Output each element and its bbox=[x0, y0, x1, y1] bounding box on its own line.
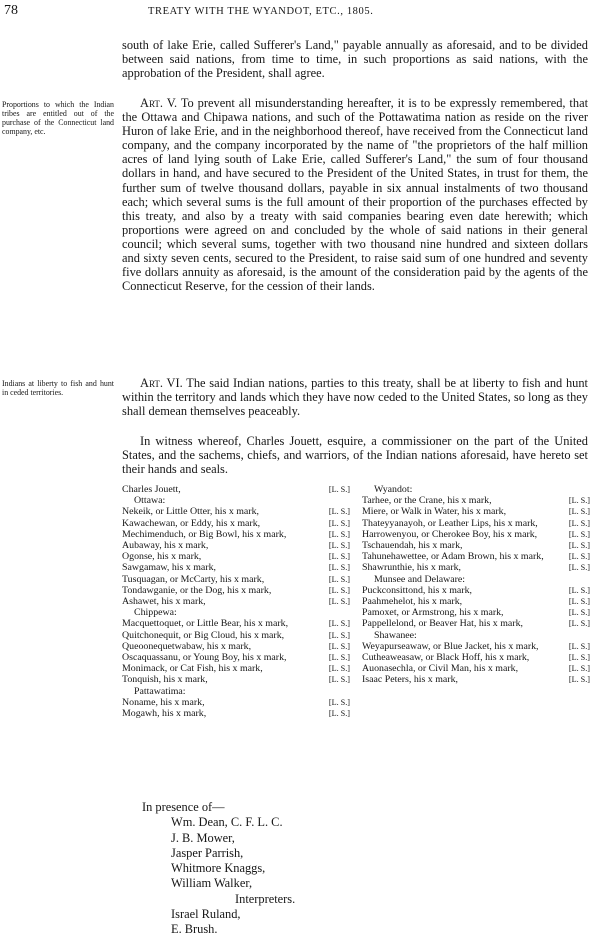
witness-name: Jasper Parrish, bbox=[171, 845, 244, 860]
witness-name: Israel Ruland, bbox=[171, 907, 241, 922]
seal-mark: [L. S.] bbox=[328, 630, 350, 640]
witness-name: E. Brush. bbox=[171, 922, 218, 937]
article-6 bbox=[122, 376, 588, 418]
witness-name: J. B. Mower, bbox=[171, 830, 235, 845]
signatory-name: Tahunehawettee, or Adam Brown, his x mark, bbox=[362, 551, 544, 563]
article-5-label: Art. V. bbox=[140, 96, 178, 110]
nation-heading: Pattawatima: bbox=[134, 685, 186, 697]
signatory-name: Mechimenduch, or Big Bowl, his x mark, bbox=[122, 528, 287, 540]
signature-entry bbox=[122, 674, 350, 685]
signatory-name: Ogonse, his x mark, bbox=[122, 551, 202, 563]
seal-mark: [L. S.] bbox=[328, 697, 350, 707]
signatory-name: Tarhee, or the Crane, his x mark, bbox=[362, 495, 492, 507]
signatures-left-column bbox=[122, 484, 350, 719]
signatory-name: Miere, or Walk in Water, his x mark, bbox=[362, 506, 507, 518]
signatory-name: Pamoxet, or Armstrong, his x mark, bbox=[362, 607, 504, 619]
signature-entry bbox=[362, 518, 590, 529]
nation-heading: Munsee and Delaware: bbox=[374, 573, 466, 585]
signatures-right-column bbox=[362, 484, 590, 686]
seal-mark: [L. S.] bbox=[328, 552, 350, 562]
seal-mark: [L. S.] bbox=[328, 641, 350, 651]
seal-mark: [L. S.] bbox=[328, 529, 350, 539]
witness-name: Whitmore Knaggs, bbox=[171, 861, 266, 876]
signatory-name: Puckconsittond, his x mark, bbox=[362, 584, 472, 596]
signature-entry bbox=[122, 518, 350, 529]
seal-mark: [L. S.] bbox=[568, 597, 590, 607]
signatory-name: Auonasechla, or Civil Man, his x mark, bbox=[362, 663, 519, 675]
signature-entry bbox=[362, 540, 590, 551]
signature-entry bbox=[122, 506, 350, 517]
signatory-name: Shawrunthie, his x mark, bbox=[362, 562, 462, 574]
seal-mark: [L. S.] bbox=[568, 664, 590, 674]
signature-entry bbox=[122, 663, 350, 674]
signature-entry bbox=[122, 697, 350, 708]
signatory-name: Queoonequetwabaw, his x mark, bbox=[122, 640, 252, 652]
seal-mark: [L. S.] bbox=[328, 518, 350, 528]
signature-entry bbox=[122, 618, 350, 629]
signatory-name: Tondawganie, or the Dog, his x mark, bbox=[122, 584, 272, 596]
signature-entry bbox=[122, 551, 350, 562]
article-5 bbox=[122, 96, 588, 293]
margin-note-fishing-rights: Indians at liberty to fish and hunt in ceded territories. bbox=[2, 379, 114, 397]
signature-entry bbox=[122, 484, 350, 495]
seal-mark: [L. S.] bbox=[328, 664, 350, 674]
signatory-name: Ashawet, his x mark, bbox=[122, 596, 206, 608]
signature-entry bbox=[122, 574, 350, 585]
seal-mark: [L. S.] bbox=[568, 563, 590, 573]
seal-mark: [L. S.] bbox=[568, 541, 590, 551]
seal-mark: [L. S.] bbox=[328, 507, 350, 517]
signatory-name: Nekeik, or Little Otter, his x mark, bbox=[122, 506, 259, 518]
nation-heading: Ottawa: bbox=[134, 495, 166, 507]
signature-entry bbox=[122, 540, 350, 551]
witness-name: William Walker, bbox=[171, 876, 253, 891]
nation-heading: Wyandot: bbox=[374, 484, 413, 495]
signature-entry bbox=[122, 585, 350, 596]
signature-entry bbox=[122, 562, 350, 573]
signatory-name: Tonquish, his x mark, bbox=[122, 674, 208, 686]
article-6-label: Art. VI. bbox=[140, 376, 183, 390]
signature-entry bbox=[362, 618, 590, 629]
seal-mark: [L. S.] bbox=[328, 485, 350, 494]
interpreters-label: Interpreters. bbox=[235, 891, 296, 906]
signatory-name: Charles Jouett, bbox=[122, 484, 181, 495]
seal-mark: [L. S.] bbox=[568, 529, 590, 539]
seal-mark: [L. S.] bbox=[568, 641, 590, 651]
signature-entry bbox=[122, 596, 350, 607]
signatory-name: Paahmehelot, his x mark, bbox=[362, 596, 463, 608]
seal-mark: [L. S.] bbox=[328, 563, 350, 573]
signature-entry bbox=[122, 708, 350, 719]
signature-entry bbox=[122, 641, 350, 652]
signatory-name: Mogawh, his x mark, bbox=[122, 708, 207, 720]
seal-mark: [L. S.] bbox=[328, 709, 350, 719]
signature-entry bbox=[362, 674, 590, 685]
signature-entry bbox=[122, 630, 350, 641]
signature-entry bbox=[362, 585, 590, 596]
signature-entry bbox=[362, 607, 590, 618]
signature-entry bbox=[122, 652, 350, 663]
signature-entry bbox=[362, 551, 590, 562]
signatory-name: Macquettoquet, or Little Bear, his x mark, bbox=[122, 618, 289, 630]
running-title: TREATY WITH THE WYANDOT, ETC., 1805. bbox=[148, 6, 374, 17]
signatory-name: Noname, his x mark, bbox=[122, 696, 205, 708]
signatory-name: Harrowenyou, or Cherokee Boy, his x mark, bbox=[362, 528, 538, 540]
article-6-text: The said Indian nations, parties to this treaty, shall be at liberty to fish and hunt within the territory and lands which they have now ceded to the United States, so long as they shall demean themselves peaceably. bbox=[122, 376, 589, 419]
seal-mark: [L. S.] bbox=[328, 597, 350, 607]
seal-mark: [L. S.] bbox=[328, 653, 350, 663]
signature-entry bbox=[362, 506, 590, 517]
signatory-name: Pappellelond, or Beaver Hat, his x mark, bbox=[362, 618, 523, 630]
seal-mark: [L. S.] bbox=[328, 619, 350, 629]
seal-mark: [L. S.] bbox=[568, 507, 590, 517]
seal-mark: [L. S.] bbox=[568, 619, 590, 629]
seal-mark: [L. S.] bbox=[568, 585, 590, 595]
seal-mark: [L. S.] bbox=[568, 552, 590, 562]
signature-entry bbox=[122, 529, 350, 540]
signature-entry bbox=[362, 663, 590, 674]
presence-block bbox=[142, 800, 295, 938]
signatory-name: Oscaquassanu, or Young Boy, his x mark, bbox=[122, 652, 287, 664]
seal-mark: [L. S.] bbox=[328, 541, 350, 551]
signature-entry bbox=[362, 562, 590, 573]
seal-mark: [L. S.] bbox=[328, 585, 350, 595]
signatory-name: Isaac Peters, his x mark, bbox=[362, 674, 458, 686]
signatory-name: Quitchonequit, or Big Cloud, his x mark, bbox=[122, 629, 285, 641]
signatory-name: Thateyyanayoh, or Leather Lips, his x mark, bbox=[362, 517, 538, 529]
signatory-name: Sawgamaw, his x mark, bbox=[122, 562, 216, 574]
article-5-text: To prevent all misunderstanding hereafter, it is to be expressly remembered, that the Ottawa and Chipawa nations, and such of the Pottawatima nation as reside on the river Huron of lake Erie, and in the neighborhood thereof, have received from the Connecticut land company, and the company incorporated by the name of "the proprietors of the half million acres of land lying south of Lake Erie, called Sufferer's Land," the sum of four thousand dollars in hand, and have secured to the President of the United States, in trust for them, the further sum of twelve thousand dollars, payable in six annual instalments of two thousand each; which several sums is the full amount of their proportion of the purchases effected by this treaty, and also by a treaty with said companies bearing even date herewith; which proportions were agreed on and concluded by the whole of said nations in their general council; which several sums, together with two thousand nine hundred and sixteen dollars and sixty seven cents, secured to the President, to raise said sum of one hundred and seventy five dollars annuity as aforesaid, is the amount of the consideration paid by the agents of the Connecticut Reserve, for the cession of their lands. bbox=[122, 96, 589, 294]
signature-entry bbox=[362, 495, 590, 506]
signature-entry bbox=[362, 641, 590, 652]
signatory-name: Weyapurseawaw, or Blue Jacket, his x mark, bbox=[362, 640, 539, 652]
seal-mark: [L. S.] bbox=[568, 675, 590, 685]
seal-mark: [L. S.] bbox=[568, 496, 590, 506]
witness-paragraph: In witness whereof, Charles Jouett, esquire, a commissioner on the part of the United States, and the sachems, chiefs, and warriors, of the Indian nations aforesaid, have hereto set their hands and seals. bbox=[122, 434, 588, 477]
opening-paragraph-block bbox=[122, 38, 588, 80]
signature-entry bbox=[362, 529, 590, 540]
signatory-name: Tschauendah, his x mark, bbox=[362, 540, 463, 552]
witness-name: Wm. Dean, C. F. L. C. bbox=[171, 815, 283, 830]
nation-heading: Shawanee: bbox=[374, 629, 417, 641]
seal-mark: [L. S.] bbox=[328, 675, 350, 685]
margin-note-proportions: Proportions to which the Indian tribes are entitled out of the purchase of the Connecticut land company, etc. bbox=[2, 100, 114, 136]
signature-entry bbox=[362, 596, 590, 607]
opening-paragraph: south of lake Erie, called Sufferer's Land," payable annually as aforesaid, and to be divided between said nations, from time to time, in such proportions as said nations, with the approbation of the President, shall agree. bbox=[122, 38, 588, 81]
signatory-name: Kawachewan, or Eddy, his x mark, bbox=[122, 517, 261, 529]
seal-mark: [L. S.] bbox=[328, 574, 350, 584]
signatory-name: Tusquagan, or McCarty, his x mark, bbox=[122, 573, 265, 585]
page-number: 78 bbox=[4, 3, 18, 18]
seal-mark: [L. S.] bbox=[568, 608, 590, 618]
presence-heading: In presence of— bbox=[142, 800, 225, 814]
signatory-name: Monimack, or Cat Fish, his x mark, bbox=[122, 663, 263, 675]
seal-mark: [L. S.] bbox=[568, 653, 590, 663]
signatory-name: Cutheaweasaw, or Black Hoff, his x mark, bbox=[362, 652, 530, 664]
seal-mark: [L. S.] bbox=[568, 518, 590, 528]
nation-heading: Chippewa: bbox=[134, 607, 177, 619]
signature-entry bbox=[362, 652, 590, 663]
signatory-name: Aubaway, his x mark, bbox=[122, 540, 209, 552]
